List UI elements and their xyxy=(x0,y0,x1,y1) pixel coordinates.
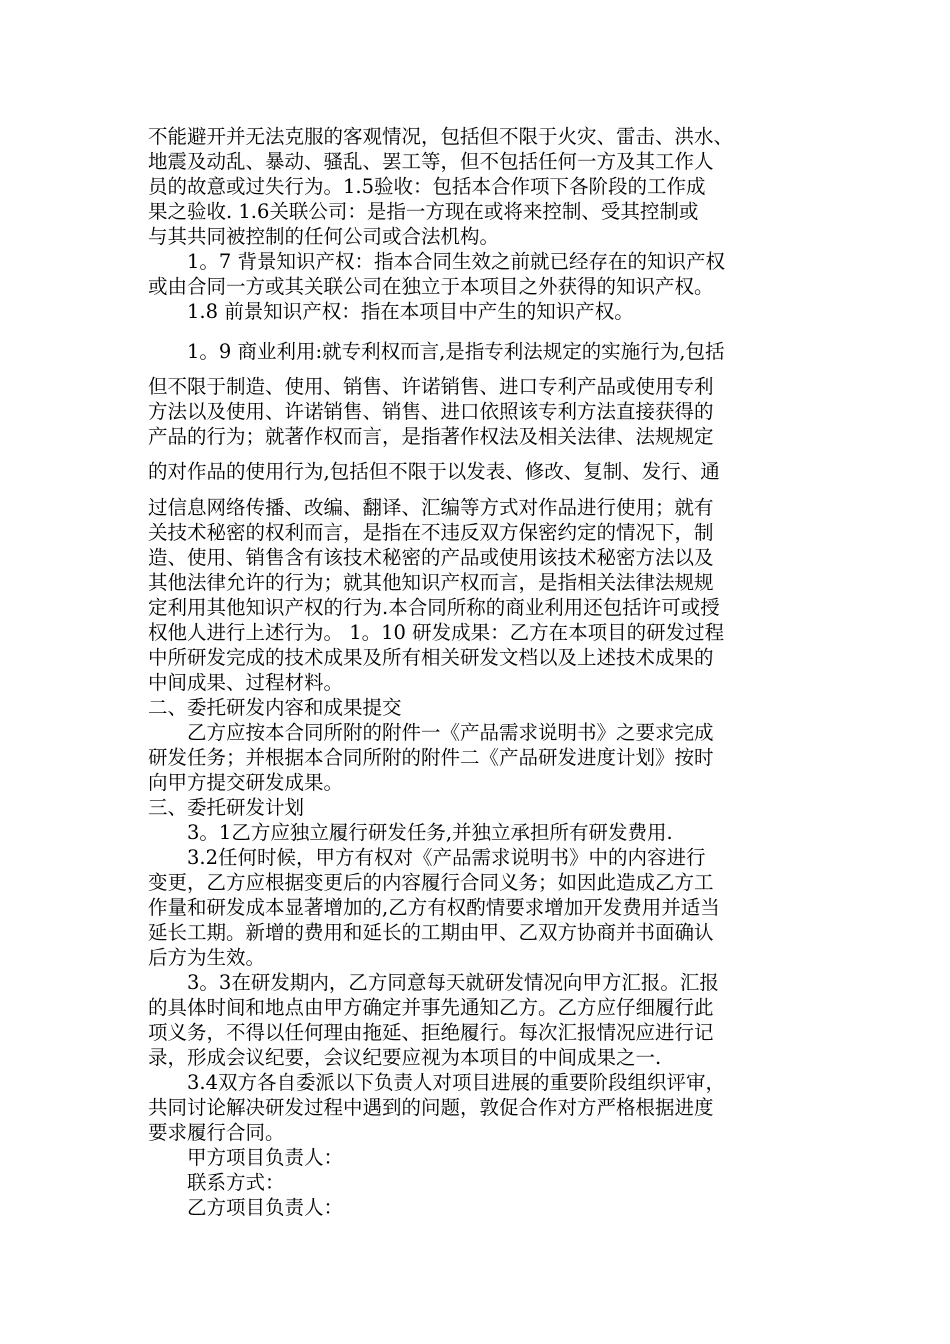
text-line: 3。1乙方应独立履行研发任务,并独立承担所有研发费用. xyxy=(187,821,673,844)
text-line: 1。9 商业利用:就专利权而言,是指专利法规定的实施行为,包括 xyxy=(187,340,725,363)
text-line: 1。7 背景知识产权：指本合同生效之前就已经存在的知识产权 xyxy=(187,250,726,273)
text-line: 地震及动乱、暴动、骚乱、罢工等，但不包括任何一方及其工作人 xyxy=(148,150,714,173)
field-label: 联系方式： xyxy=(187,1171,285,1194)
text-line: 3.4双方各自委派以下负责人对项目进展的重要阶段组织评审， xyxy=(187,1071,726,1094)
text-line: 关技术秘密的权利而言，是指在不违反双方保密约定的情况下，制 xyxy=(148,521,714,544)
section-heading: 三、委托研发计划 xyxy=(148,796,305,819)
text-line: 录，形成会议纪要，会议纪要应视为本项目的中间成果之一. xyxy=(148,1046,662,1069)
text-line: 中间成果、过程材料。 xyxy=(148,671,344,694)
section-heading: 二、委托研发内容和成果提交 xyxy=(148,696,402,719)
text-line: 的具体时间和地点由甲方确定并事先通知乙方。乙方应仔细履行此 xyxy=(148,996,714,1019)
text-line: 造、使用、销售含有该技术秘密的产品或使用该技术秘密方法以及 xyxy=(148,546,714,569)
text-line: 共同讨论解决研发过程中遇到的问题，敦促合作对方严格根据进度 xyxy=(148,1096,714,1119)
text-line: 3。3在研发期内，乙方同意每天就研发情况向甲方汇报。汇报 xyxy=(187,971,719,994)
text-line: 的对作品的使用行为,包括但不限于以发表、修改、复制、发行、通 xyxy=(148,460,720,483)
text-line: 权他人进行上述行为。 1。10 研发成果：乙方在本项目的研发过程 xyxy=(148,621,725,644)
text-line: 项义务，不得以任何理由拖延、拒绝履行。每次汇报情况应进行记 xyxy=(148,1021,714,1044)
text-line: 变更，乙方应根据变更后的内容履行合同义务；如因此造成乙方工 xyxy=(148,871,714,894)
text-line: 员的故意或过失行为。1.5验收：包括本合作项下各阶段的工作成 xyxy=(148,175,706,198)
text-line: 中所研发完成的技术成果及所有相关研发文档以及上述技术成果的 xyxy=(148,646,714,669)
text-line: 但不限于制造、使用、销售、许诺销售、进口专利产品或使用专利 xyxy=(148,375,714,398)
text-line: 要求履行合同。 xyxy=(148,1121,285,1144)
text-line: 方法以及使用、许诺销售、销售、进口依照该专利方法直接获得的 xyxy=(148,400,714,423)
text-line: 不能避开并无法克服的客观情况，包括但不限于火灾、雷击、洪水、 xyxy=(148,125,734,148)
text-line: 其他法律允许的行为；就其他知识产权而言，是指相关法律法规规 xyxy=(148,571,714,594)
text-line: 3.2任何时候，甲方有权对《产品需求说明书》中的内容进行 xyxy=(187,846,706,869)
text-line: 定利用其他知识产权的行为.本合同所称的商业利用还包括许可或授 xyxy=(148,596,720,619)
text-line: 产品的行为；就著作权而言，是指著作权法及相关法律、法规规定 xyxy=(148,425,714,448)
text-line: 后方为生效。 xyxy=(148,946,266,969)
text-line: 作量和研发成本显著增加的,乙方有权酌情要求增加开发费用并适当 xyxy=(148,896,720,919)
text-line: 过信息网络传播、改编、翻译、汇编等方式对作品进行使用；就有 xyxy=(148,496,714,519)
field-label: 甲方项目负责人： xyxy=(187,1146,344,1169)
text-line: 或由合同一方或其关联公司在独立于本项目之外获得的知识产权。 xyxy=(148,275,714,298)
text-line: 与其共同被控制的任何公司或合法机构。 xyxy=(148,225,500,248)
text-line: 研发任务；并根据本合同所附的附件二《产品研发进度计划》按时 xyxy=(148,746,714,769)
text-line: 1.8 前景知识产权：指在本项目中产生的知识产权。 xyxy=(187,300,634,323)
text-line: 向甲方提交研发成果。 xyxy=(148,771,344,794)
text-line: 延长工期。新增的费用和延长的工期由甲、乙双方协商并书面确认 xyxy=(148,921,714,944)
field-label: 乙方项目负责人： xyxy=(187,1196,344,1219)
text-line: 乙方应按本合同所附的附件一《产品需求说明书》之要求完成 xyxy=(187,721,714,744)
text-line: 果之验收. 1.6关联公司：是指一方现在或将来控制、受其控制或 xyxy=(148,200,699,223)
